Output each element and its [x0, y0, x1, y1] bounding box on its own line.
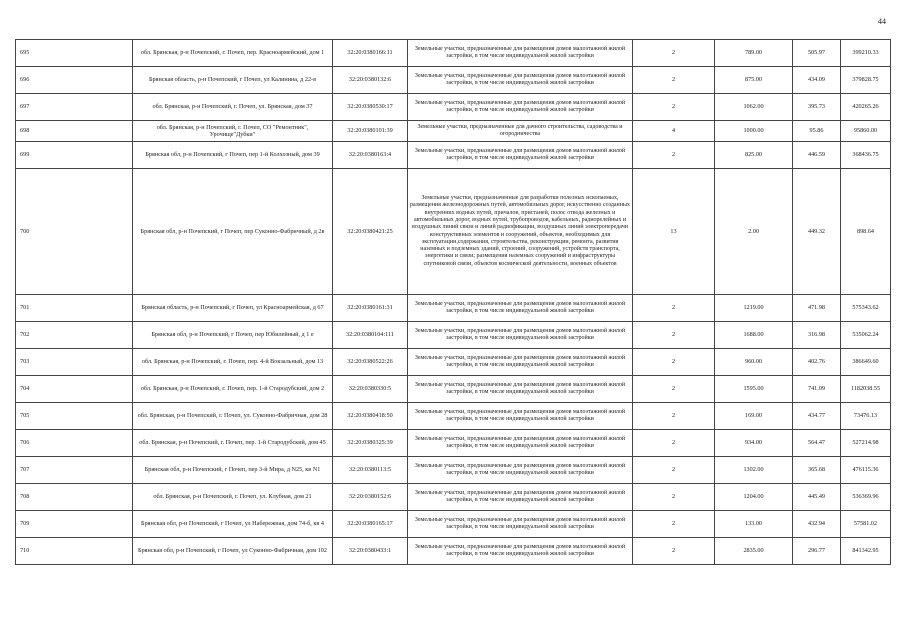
land-use-cell: Земельные участки, предназначенные для разработки полезных ископаемых, размещения железнодорожных путей, автомобильных дорог, искусственно созданных внутренних водных путей, причалов, пристаней, полос отвода железных и автомобильных дорог, водных путей, трубопроводов, кабельных, радиорелейных и воздушных линий связи и линий радиофикации, воздушных линий электропередачи конструктивных элементов и сооружений, объектов, необходимых для эксплуатации,содержания, строительства, реконструкции, ремонта, развития наземных и подземных зданий, строений, сооружений, устройств транспорта, энергетики и связи; размещения наземных сооружений и инфраструктуры спутниковой связи, объектов космической деятельности, военных объектов — [408, 169, 633, 295]
row-number-cell: 698 — [16, 121, 133, 142]
table-row — [16, 295, 891, 322]
land-use-cell: Земельные участки, предназначенные для размещения домов малоэтажной жилой застройки, в том числе индивидуальной жилой застройки — [408, 94, 633, 121]
group-code-cell: 2 — [633, 295, 715, 322]
page-number: 44 — [878, 17, 886, 26]
table-row — [16, 403, 891, 430]
table-row — [16, 376, 891, 403]
cadastral-number-cell: 32:20:0380104:111 — [333, 322, 408, 349]
specific-value-cell: 471.98 — [793, 295, 841, 322]
row-number-cell: 707 — [16, 457, 133, 484]
area-cell: 133.00 — [715, 511, 793, 538]
row-number-cell: 706 — [16, 430, 133, 457]
area-cell: 1000.00 — [715, 121, 793, 142]
cadastral-number-cell: 32:20:0380166:11 — [333, 40, 408, 67]
cadastral-number-cell: 32:20:0380165:17 — [333, 511, 408, 538]
group-code-cell: 2 — [633, 484, 715, 511]
cadastral-number-cell: 32:20:0380330:5 — [333, 376, 408, 403]
table-row — [16, 538, 891, 565]
address-cell: обл. Брянская, р-н Почепский, г. Почеп, СО "Ремонтник", Урочище"Дубки" — [133, 121, 333, 142]
cadastral-number-cell: 32:20:0380421:25 — [333, 169, 408, 295]
cadastral-number-cell: 32:20:0380418:50 — [333, 403, 408, 430]
area-cell: 960.00 — [715, 349, 793, 376]
cadastral-value-cell: 368436.75 — [841, 142, 891, 169]
address-cell: обл. Брянская, р-н Почепский, г. Почеп, ул. Брянская, дом 37 — [133, 94, 333, 121]
cadastral-number-cell: 32:20:0380161:31 — [333, 295, 408, 322]
group-code-cell: 2 — [633, 376, 715, 403]
cadastral-value-cell: 527214.98 — [841, 430, 891, 457]
area-cell: 169.00 — [715, 403, 793, 430]
specific-value-cell: 446.59 — [793, 142, 841, 169]
land-use-cell: Земельные участки, предназначенные для размещения домов малоэтажной жилой застройки, в том числе индивидуальной жилой застройки — [408, 511, 633, 538]
land-use-cell: Земельные участки, предназначенные для размещения домов малоэтажной жилой застройки, в том числе индивидуальной жилой застройки — [408, 67, 633, 94]
cadastral-number-cell: 32:20:0380530:17 — [333, 94, 408, 121]
cadastral-number-cell: 32:20:0380163:4 — [333, 142, 408, 169]
table-row — [16, 322, 891, 349]
specific-value-cell: 505.97 — [793, 40, 841, 67]
cadastral-value-cell: 1182038.55 — [841, 376, 891, 403]
row-number-cell: 705 — [16, 403, 133, 430]
row-number-cell: 702 — [16, 322, 133, 349]
cadastral-value-cell: 476115.36 — [841, 457, 891, 484]
area-cell: 1688.00 — [715, 322, 793, 349]
address-cell: обл. Брянская, р-н Почепский, г. Почеп, ул. Суконно-Фабричная, дом 28 — [133, 403, 333, 430]
address-cell: обл. Брянская, р-н Почепский, г. Почеп, пер. 4-й Вокзальный, дом 13 — [133, 349, 333, 376]
specific-value-cell: 564.47 — [793, 430, 841, 457]
specific-value-cell: 296.77 — [793, 538, 841, 565]
address-cell: обл. Брянская, р-н Почепский, г. Почеп, ул. Клубная, дом 21 — [133, 484, 333, 511]
area-cell: 875.00 — [715, 67, 793, 94]
table-row — [16, 484, 891, 511]
land-use-cell: Земельные участки, предназначенные для размещения домов малоэтажной жилой застройки, в том числе индивидуальной жилой застройки — [408, 40, 633, 67]
group-code-cell: 2 — [633, 511, 715, 538]
table-row — [16, 349, 891, 376]
area-cell: 1219.00 — [715, 295, 793, 322]
cadastral-value-cell: 57581.02 — [841, 511, 891, 538]
row-number-cell: 709 — [16, 511, 133, 538]
group-code-cell: 2 — [633, 40, 715, 67]
specific-value-cell: 434.77 — [793, 403, 841, 430]
cadastral-value-cell: 536369.96 — [841, 484, 891, 511]
cadastral-number-cell: 32:20:0380325:39 — [333, 430, 408, 457]
cadastral-value-cell: 379828.75 — [841, 67, 891, 94]
row-number-cell: 695 — [16, 40, 133, 67]
address-cell: Брянская область, р-н Почепский, г Почеп, ул Калинина, д 22-в — [133, 67, 333, 94]
cadastral-value-cell: 386649.60 — [841, 349, 891, 376]
area-cell: 2835.00 — [715, 538, 793, 565]
address-cell: Брянская обл, р-н Почепский, г Почеп, пер 3-й Мира, д N25, кв N1 — [133, 457, 333, 484]
row-number-cell: 696 — [16, 67, 133, 94]
land-use-cell: Земельные участки, предназначенные для размещения домов малоэтажной жилой застройки, в том числе индивидуальной жилой застройки — [408, 376, 633, 403]
area-cell: 2.00 — [715, 169, 793, 295]
land-use-cell: Земельные участки, предназначенные для размещения домов малоэтажной жилой застройки, в том числе индивидуальной жилой застройки — [408, 142, 633, 169]
row-number-cell: 704 — [16, 376, 133, 403]
table-row — [16, 40, 891, 67]
cadastral-value-table — [15, 39, 891, 565]
cadastral-value-cell: 95860.00 — [841, 121, 891, 142]
area-cell: 789.00 — [715, 40, 793, 67]
table-row — [16, 169, 891, 295]
group-code-cell: 2 — [633, 142, 715, 169]
group-code-cell: 2 — [633, 457, 715, 484]
land-use-cell: Земельные участки, предназначенные для размещения домов малоэтажной жилой застройки, в том числе индивидуальной жилой застройки — [408, 403, 633, 430]
area-cell: 1204.00 — [715, 484, 793, 511]
table-row — [16, 94, 891, 121]
address-cell: обл. Брянская, р-н Почепский, г. Почеп, пер. Красноармейский, дом 1 — [133, 40, 333, 67]
specific-value-cell: 402.76 — [793, 349, 841, 376]
specific-value-cell: 95.86 — [793, 121, 841, 142]
land-use-cell: Земельные участки, предназначенные для дачного строительства, садоводства и огородничества — [408, 121, 633, 142]
cadastral-value-cell: 575343.62 — [841, 295, 891, 322]
specific-value-cell: 432.94 — [793, 511, 841, 538]
land-use-cell: Земельные участки, предназначенные для размещения домов малоэтажной жилой застройки, в том числе индивидуальной жилой застройки — [408, 322, 633, 349]
group-code-cell: 2 — [633, 94, 715, 121]
row-number-cell: 699 — [16, 142, 133, 169]
group-code-cell: 2 — [633, 538, 715, 565]
group-code-cell: 13 — [633, 169, 715, 295]
cadastral-value-cell: 898.64 — [841, 169, 891, 295]
address-cell: Брянская обл, р-н Почепский, г Почеп, ул Набережная, дом 74-б, кв 4 — [133, 511, 333, 538]
specific-value-cell: 395.73 — [793, 94, 841, 121]
cadastral-number-cell: 32:20:0380132:6 — [333, 67, 408, 94]
land-use-cell: Земельные участки, предназначенные для размещения домов малоэтажной жилой застройки, в том числе индивидуальной жилой застройки — [408, 295, 633, 322]
land-use-cell: Земельные участки, предназначенные для размещения домов малоэтажной жилой застройки, в том числе индивидуальной жилой застройки — [408, 457, 633, 484]
address-cell: обл. Брянская, р-н Почепский, г. Почеп, пер. 1-й Стародубский, дом 2 — [133, 376, 333, 403]
specific-value-cell: 434.09 — [793, 67, 841, 94]
land-use-cell: Земельные участки, предназначенные для размещения домов малоэтажной жилой застройки, в том числе индивидуальной жилой застройки — [408, 484, 633, 511]
address-cell: Брянская обл, р-н Почепский, г Почеп, пер 1-й Колхозный, дом 39 — [133, 142, 333, 169]
cadastral-value-cell: 73476.13 — [841, 403, 891, 430]
address-cell: Брянская обл, р-н Почепский, г Почеп, пер Юбилейный, д 1 е — [133, 322, 333, 349]
row-number-cell: 700 — [16, 169, 133, 295]
area-cell: 1302.00 — [715, 457, 793, 484]
group-code-cell: 4 — [633, 121, 715, 142]
row-number-cell: 701 — [16, 295, 133, 322]
specific-value-cell: 449.32 — [793, 169, 841, 295]
cadastral-number-cell: 32:20:0380433:1 — [333, 538, 408, 565]
table-row — [16, 511, 891, 538]
cadastral-number-cell: 32:20:0380113:5 — [333, 457, 408, 484]
cadastral-number-cell: 32:20:0380152:6 — [333, 484, 408, 511]
table-row — [16, 121, 891, 142]
group-code-cell: 2 — [633, 430, 715, 457]
group-code-cell: 2 — [633, 403, 715, 430]
group-code-cell: 2 — [633, 322, 715, 349]
table-row — [16, 430, 891, 457]
cadastral-number-cell: 32:20:0380522:26 — [333, 349, 408, 376]
table-row — [16, 67, 891, 94]
cadastral-value-cell: 399210.33 — [841, 40, 891, 67]
group-code-cell: 2 — [633, 67, 715, 94]
row-number-cell: 703 — [16, 349, 133, 376]
specific-value-cell: 445.49 — [793, 484, 841, 511]
specific-value-cell: 365.68 — [793, 457, 841, 484]
area-cell: 1595.00 — [715, 376, 793, 403]
cadastral-value-cell: 841342.95 — [841, 538, 891, 565]
address-cell: обл. Брянская, р-н Почепский, г. Почеп, пер. 1-й Стародубский, дом 45 — [133, 430, 333, 457]
specific-value-cell: 741.09 — [793, 376, 841, 403]
row-number-cell: 697 — [16, 94, 133, 121]
land-use-cell: Земельные участки, предназначенные для размещения домов малоэтажной жилой застройки, в том числе индивидуальной жилой застройки — [408, 349, 633, 376]
cadastral-value-cell: 535062.24 — [841, 322, 891, 349]
area-cell: 825.00 — [715, 142, 793, 169]
land-use-cell: Земельные участки, предназначенные для размещения домов малоэтажной жилой застройки, в том числе индивидуальной жилой застройки — [408, 430, 633, 457]
area-cell: 934.00 — [715, 430, 793, 457]
address-cell: Брянская область, р-н Почепский, г Почеп, ул Красноармейская, д 67 — [133, 295, 333, 322]
row-number-cell: 710 — [16, 538, 133, 565]
table-row — [16, 142, 891, 169]
area-cell: 1062.00 — [715, 94, 793, 121]
specific-value-cell: 316.98 — [793, 322, 841, 349]
land-use-cell: Земельные участки, предназначенные для размещения домов малоэтажной жилой застройки, в том числе индивидуальной жилой застройки — [408, 538, 633, 565]
cadastral-number-cell: 32:20:0380101:39 — [333, 121, 408, 142]
address-cell: Брянская обл, р-н Почепский, г Почеп, ул Суконно-Фабричная, дом 102 — [133, 538, 333, 565]
cadastral-value-cell: 420265.26 — [841, 94, 891, 121]
table-row — [16, 457, 891, 484]
group-code-cell: 2 — [633, 349, 715, 376]
address-cell: Брянская обл, р-н Почепский, г Почеп, пер Суконно-Фабричный, д 2в — [133, 169, 333, 295]
row-number-cell: 708 — [16, 484, 133, 511]
